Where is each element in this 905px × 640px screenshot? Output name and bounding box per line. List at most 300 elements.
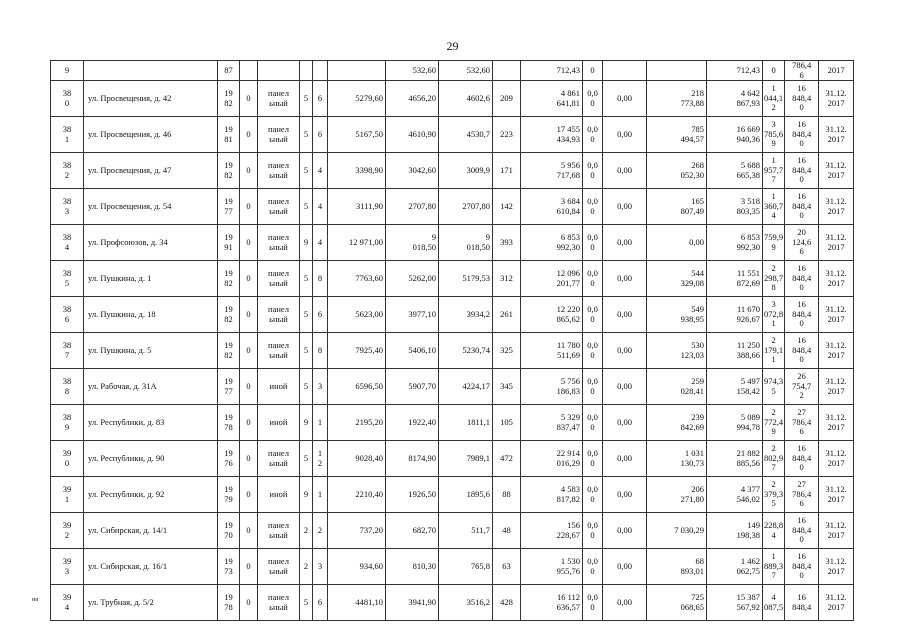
cell-ent: 3 [313,549,328,585]
cell-year: 19 77 [218,189,240,225]
cell-date: 31.12. 2017 [819,369,854,405]
cell-ent: 1 2 [313,441,328,477]
cell-p4: 3 518 803,35 [707,189,763,225]
cell-num: 39 0 [51,441,84,477]
cell-c3: 0 [240,297,258,333]
cell [313,61,328,81]
cell-p1: 0,0 0 [583,549,603,585]
cell-mat: панел ьный [258,333,300,369]
table-row [51,117,854,153]
cell-a3: 2707,80 [439,189,493,225]
cell: 9 [51,61,84,81]
cell-p6: 16 848,4 0 [785,261,819,297]
cell-res: 312 [493,261,521,297]
cell-addr: ул. Трубная, д. 5/2 [84,585,218,621]
cell-a2: 3042,60 [386,153,439,189]
cell-res: 88 [493,477,521,513]
cell-fl: 5 [300,117,313,153]
cell-a2: 3941,90 [386,585,439,621]
cell-total: 3 684 610,84 [521,189,583,225]
cell-p4: 15 387 567,92 [707,585,763,621]
cell-p2: 0,00 [603,585,647,621]
cell-total: 12 096 201,77 [521,261,583,297]
cell-p1: 0,0 0 [583,261,603,297]
cell-mat: панел ьный [258,117,300,153]
cell-p5: 759,9 9 [763,225,785,261]
cell-a3: 5230,74 [439,333,493,369]
cell-p2: 0,00 [603,225,647,261]
cell: 0 [763,61,785,81]
cell-c3: 0 [240,441,258,477]
cell-fl: 5 [300,153,313,189]
cell-p2: 0,00 [603,333,647,369]
cell: 0 [583,61,603,81]
cell-a2: 4610,90 [386,117,439,153]
cell-p1: 0,0 0 [583,81,603,117]
cell-a2: 810,30 [386,549,439,585]
cell-year: 19 82 [218,81,240,117]
cell-a1: 7925,40 [328,333,386,369]
cell-a3: 4530,7 [439,117,493,153]
cell-p1: 0,0 0 [583,297,603,333]
cell-p1: 0,0 0 [583,513,603,549]
cell-res: 261 [493,297,521,333]
cell-num: 38 6 [51,297,84,333]
cell-year: 19 76 [218,441,240,477]
table-row [51,477,854,513]
cell-c3: 0 [240,81,258,117]
cell-p3: 725 068,65 [647,585,707,621]
cell-date: 31.12. 2017 [819,153,854,189]
cell-p3: 68 893,01 [647,549,707,585]
cell [258,61,300,81]
cell-mat: панел ьный [258,261,300,297]
cell-p3: 549 938,95 [647,297,707,333]
cell-p2: 0,00 [603,189,647,225]
cell: 2017 [819,61,854,81]
cell-p6: 16 848,4 0 [785,189,819,225]
cell-p3: 544 329,08 [647,261,707,297]
cell-a1: 4481,10 [328,585,386,621]
table-row [51,189,854,225]
cell-a2: 1926,50 [386,477,439,513]
cell-fl: 9 [300,477,313,513]
cell-ent: 1 [313,477,328,513]
table-row [51,153,854,189]
cell-year: 19 91 [218,225,240,261]
cell: 532,60 [439,61,493,81]
cell-p6: 16 848,4 [785,585,819,621]
cell [603,61,647,81]
cell-p6: 16 848,4 0 [785,117,819,153]
cell-date: 31.12. 2017 [819,549,854,585]
cell: 87 [218,61,240,81]
cell-p4: 4 377 546,02 [707,477,763,513]
cell-a3: 1895,6 [439,477,493,513]
cell-res: 209 [493,81,521,117]
cell-res: 428 [493,585,521,621]
cell-a2: 2707,80 [386,189,439,225]
cell-p5: 2 379,3 5 [763,477,785,513]
cell-a2: 5406,10 [386,333,439,369]
cell-ent: 1 [313,405,328,441]
table-row [51,369,854,405]
cell-res: 48 [493,513,521,549]
cell-a1: 5167,50 [328,117,386,153]
cell-ent: 4 [313,189,328,225]
cell-ent: 6 [313,585,328,621]
cell-total: 11 780 511,69 [521,333,583,369]
cell-total: 5 756 186,83 [521,369,583,405]
cell-mat: панел ьный [258,585,300,621]
footer-note: нп [32,597,39,603]
cell: 712,43 [707,61,763,81]
cell-date: 31.12. 2017 [819,81,854,117]
cell-p3: 206 271,80 [647,477,707,513]
cell-fl: 5 [300,81,313,117]
cell-res: 63 [493,549,521,585]
cell-mat: иной [258,405,300,441]
table-row [51,297,854,333]
cell-a1: 6596,50 [328,369,386,405]
cell-c3: 0 [240,261,258,297]
cell-a1: 934,60 [328,549,386,585]
cell-fl: 5 [300,261,313,297]
cell-p5: 2 772,4 9 [763,405,785,441]
cell-fl: 5 [300,297,313,333]
cell-p4: 1 462 062,75 [707,549,763,585]
cell-ent: 6 [313,297,328,333]
cell-mat: иной [258,369,300,405]
cell-p6: 16 848,4 0 [785,333,819,369]
cell-num: 38 8 [51,369,84,405]
cell-year: 19 70 [218,513,240,549]
cell-p2: 0,00 [603,261,647,297]
cell-num: 38 3 [51,189,84,225]
table-row [51,81,854,117]
cell: 712,43 [521,61,583,81]
cell-ent: 2 [313,513,328,549]
cell-a3: 1811,1 [439,405,493,441]
cell-year: 19 82 [218,153,240,189]
cell-ent: 4 [313,225,328,261]
cell-res: 345 [493,369,521,405]
cell-fl: 5 [300,441,313,477]
cell-total: 4 583 817,82 [521,477,583,513]
cell-p3: 7 030,29 [647,513,707,549]
cell-p1: 0,0 0 [583,333,603,369]
cell-c3: 0 [240,225,258,261]
cell-p1: 0,0 0 [583,477,603,513]
cell-addr: ул. Сибирская, д. 16/1 [84,549,218,585]
cell-addr: ул. Республики, д. 90 [84,441,218,477]
cell-a1: 3398,90 [328,153,386,189]
cell-p4: 5 688 665,38 [707,153,763,189]
cell-mat: панел ьный [258,441,300,477]
cell-p6: 16 848,4 0 [785,513,819,549]
cell-year: 19 78 [218,405,240,441]
cell-fl: 5 [300,369,313,405]
table-row [51,585,854,621]
cell-date: 31.12. 2017 [819,297,854,333]
cell-c3: 0 [240,477,258,513]
cell-num: 38 9 [51,405,84,441]
cell-p6: 16 848,4 0 [785,81,819,117]
table-row [51,405,854,441]
cell-c3: 0 [240,369,258,405]
cell-p2: 0,00 [603,405,647,441]
cell-mat: панел ьный [258,81,300,117]
cell-p2: 0,00 [603,117,647,153]
cell-p1: 0,0 0 [583,189,603,225]
cell-num: 38 5 [51,261,84,297]
cell-mat: панел ьный [258,297,300,333]
cell-year: 19 81 [218,117,240,153]
cell-addr: ул. Просвещения, д. 46 [84,117,218,153]
cell-p4: 11 551 872,69 [707,261,763,297]
cell-a3: 4224,17 [439,369,493,405]
cell-date: 31.12. 2017 [819,477,854,513]
cell-year: 19 82 [218,261,240,297]
cell-p5: 4 087,5 [763,585,785,621]
cell-p6: 16 848,4 0 [785,549,819,585]
cell-p4: 5 089 994,78 [707,405,763,441]
cell-p1: 0,0 0 [583,585,603,621]
cell-res: 171 [493,153,521,189]
cell-num: 38 4 [51,225,84,261]
cell-p5: 1 360,7 4 [763,189,785,225]
cell-fl: 2 [300,549,313,585]
cell-mat: иной [258,477,300,513]
cell-p5: 3 072,8 1 [763,297,785,333]
cell-fl: 2 [300,513,313,549]
cell-a1: 737,20 [328,513,386,549]
cell-num: 38 1 [51,117,84,153]
cell-p6: 20 124,6 6 [785,225,819,261]
cell-a1: 2195,20 [328,405,386,441]
cell-a3: 3009,9 [439,153,493,189]
cell-p5: 2 802,9 7 [763,441,785,477]
cell-fl: 5 [300,189,313,225]
cell-mat: панел ьный [258,153,300,189]
table-row [51,61,854,81]
cell-ent: 8 [313,333,328,369]
cell-p3: 165 807,49 [647,189,707,225]
cell-p5: 2 179,1 1 [763,333,785,369]
cell-c3: 0 [240,513,258,549]
table-row [51,261,854,297]
cell-addr: ул. Пушкина, д. 1 [84,261,218,297]
cell-p2: 0,00 [603,297,647,333]
cell: 786,4 6 [785,61,819,81]
cell-fl: 9 [300,405,313,441]
cell-addr: ул. Республики, д. 83 [84,405,218,441]
cell-addr: ул. Рабочая, д. 31А [84,369,218,405]
table-row [51,333,854,369]
cell-p3: 1 031 130,73 [647,441,707,477]
cell-p1: 0,0 0 [583,405,603,441]
cell-mat: панел ьный [258,549,300,585]
cell-p5: 974,3 5 [763,369,785,405]
cell-date: 31.12. 2017 [819,441,854,477]
cell-p6: 26 754,7 2 [785,369,819,405]
cell-a3: 765,8 [439,549,493,585]
cell-date: 31.12. 2017 [819,405,854,441]
cell [493,61,521,81]
cell-res: 325 [493,333,521,369]
cell-addr: ул. Профсоюзов, д. 34 [84,225,218,261]
cell-year: 19 79 [218,477,240,513]
cell-total: 12 220 865,62 [521,297,583,333]
cell-p4: 21 882 885,56 [707,441,763,477]
cell-c3: 0 [240,549,258,585]
cell-ent: 6 [313,81,328,117]
cell-year: 19 78 [218,585,240,621]
cell-num: 39 1 [51,477,84,513]
cell-ent: 3 [313,369,328,405]
cell-p6: 16 848,4 0 [785,441,819,477]
page-number: 29 [446,39,459,53]
cell-total: 5 956 717,68 [521,153,583,189]
cell-total: 6 853 992,30 [521,225,583,261]
cell-a1: 12 971,00 [328,225,386,261]
cell-res: 105 [493,405,521,441]
cell-p3: 218 773,88 [647,81,707,117]
cell-p4: 4 642 867,93 [707,81,763,117]
cell-fl: 5 [300,333,313,369]
cell [647,61,707,81]
cell-c3: 0 [240,153,258,189]
cell-ent: 8 [313,261,328,297]
cell-year: 19 82 [218,333,240,369]
cell-res: 142 [493,189,521,225]
cell [240,61,258,81]
cell-res: 393 [493,225,521,261]
cell [328,61,386,81]
cell-a1: 3111,90 [328,189,386,225]
cell-date: 31.12. 2017 [819,261,854,297]
cell-p6: 27 786,4 6 [785,477,819,513]
cell [84,61,218,81]
cell-res: 223 [493,117,521,153]
cell-total: 156 228,67 [521,513,583,549]
cell-total: 5 329 837,47 [521,405,583,441]
cell-fl: 9 [300,225,313,261]
cell-num: 38 7 [51,333,84,369]
cell-p3: 530 123,03 [647,333,707,369]
cell-p4: 16 669 940,36 [707,117,763,153]
cell-p1: 0,0 0 [583,153,603,189]
cell-date: 31.12. 2017 [819,585,854,621]
cell-a2: 5262,00 [386,261,439,297]
cell-p1: 0,0 0 [583,369,603,405]
cell-a3: 7989,1 [439,441,493,477]
cell-p4: 5 497 158,42 [707,369,763,405]
cell-res: 472 [493,441,521,477]
cell-p3: 239 842,69 [647,405,707,441]
cell-p2: 0,00 [603,81,647,117]
cell-addr: ул. Пушкина, д. 5 [84,333,218,369]
cell-a1: 7763,60 [328,261,386,297]
cell-a2: 682,70 [386,513,439,549]
cell-a3: 9 018,50 [439,225,493,261]
cell-ent: 6 [313,117,328,153]
cell-p4: 11 250 388,66 [707,333,763,369]
cell-a2: 8174,90 [386,441,439,477]
cell-p3: 259 028,41 [647,369,707,405]
cell-a3: 3934,2 [439,297,493,333]
cell-p5: 1 957,7 7 [763,153,785,189]
cell-p2: 0,00 [603,513,647,549]
cell-a2: 5907,70 [386,369,439,405]
cell-a2: 1922,40 [386,405,439,441]
cell-a3: 3516,2 [439,585,493,621]
cell-p5: 3 785,6 9 [763,117,785,153]
cell-p5: 1 889,3 7 [763,549,785,585]
cell-p3: 0,00 [647,225,707,261]
cell-total: 16 112 636,57 [521,585,583,621]
cell: 532,60 [386,61,439,81]
cell-total: 17 455 434,93 [521,117,583,153]
cell-year: 19 73 [218,549,240,585]
cell-date: 31.12. 2017 [819,189,854,225]
cell-p2: 0,00 [603,369,647,405]
cell-total: 4 861 641,81 [521,81,583,117]
cell-p4: 149 198,38 [707,513,763,549]
cell-p5: 228,8 4 [763,513,785,549]
cell-num: 38 2 [51,153,84,189]
cell-a3: 4602,6 [439,81,493,117]
cell-c3: 0 [240,405,258,441]
cell-p1: 0,0 0 [583,225,603,261]
table-row [51,225,854,261]
cell-p4: 11 670 926,67 [707,297,763,333]
cell-p6: 27 786,4 6 [785,405,819,441]
cell-year: 19 82 [218,297,240,333]
cell-p1: 0,0 0 [583,441,603,477]
cell-addr: ул. Просвещения, д. 54 [84,189,218,225]
cell-num: 39 2 [51,513,84,549]
cell-p5: 2 298,7 8 [763,261,785,297]
cell-num: 38 0 [51,81,84,117]
cell-a3: 5179,53 [439,261,493,297]
cell-c3: 0 [240,585,258,621]
cell-p2: 0,00 [603,477,647,513]
cell-num: 39 3 [51,549,84,585]
cell-a3: 511,7 [439,513,493,549]
housing-table [50,60,854,621]
cell-p3: 268 052,30 [647,153,707,189]
cell-p2: 0,00 [603,549,647,585]
cell-p3: 785 494,57 [647,117,707,153]
cell-p2: 0,00 [603,153,647,189]
cell-date: 31.12. 2017 [819,117,854,153]
cell-addr: ул. Сибирская, д. 14/1 [84,513,218,549]
cell-a2: 4656,20 [386,81,439,117]
cell-date: 31.12. 2017 [819,513,854,549]
cell-p4: 6 853 992,30 [707,225,763,261]
cell-a1: 5623,00 [328,297,386,333]
cell-addr: ул. Просвещения, д. 47 [84,153,218,189]
cell-year: 19 77 [218,369,240,405]
cell-a1: 9028,40 [328,441,386,477]
cell-addr: ул. Республики, д. 92 [84,477,218,513]
cell-p2: 0,00 [603,441,647,477]
cell [300,61,313,81]
cell-mat: панел ьный [258,225,300,261]
cell-mat: панел ьный [258,513,300,549]
table-row [51,513,854,549]
